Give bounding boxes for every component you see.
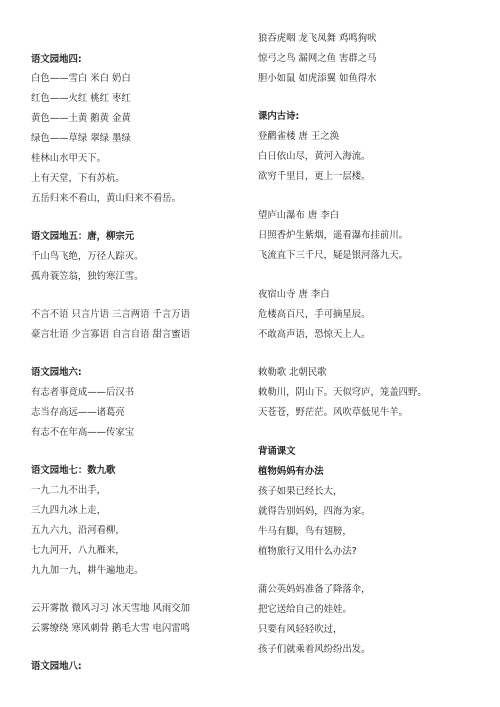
text-line: 植物旅行又用什么办法? xyxy=(258,546,357,557)
section-heading: 语文园地五：唐，柳宗元 xyxy=(31,231,135,242)
text-line: 不言不语 只言片语 三言两语 千言万语 xyxy=(31,309,190,320)
text-line: 就得告别妈妈，四海为家。 xyxy=(258,506,371,517)
text-line: 豪言壮语 少言寡语 自言自语 甜言蜜语 xyxy=(31,329,190,340)
text-line: 敕勒歌 北朝民歌 xyxy=(258,367,327,378)
text-line: 孩子如果已经长大， xyxy=(258,486,343,497)
text-line: 上有天堂，下有苏杭。 xyxy=(31,173,125,184)
text-line: 云雾缭绕 寒风刺骨 鹅毛大雪 电闪雷鸣 xyxy=(31,623,190,634)
text-line: 天苍苍，野茫茫。风吹草低见牛羊。 xyxy=(258,407,409,418)
text-line: 白日依山尽，黄河入海流。 xyxy=(258,151,371,162)
section-heading: 语文园地六: xyxy=(31,367,82,378)
section-heading: 语文园地八: xyxy=(31,661,82,672)
text-line: 欲穷千里目，更上一层楼。 xyxy=(258,171,371,182)
text-line: 红色——火红 桃红 枣红 xyxy=(31,93,131,104)
text-line: 绿色——草绿 翠绿 墨绿 xyxy=(31,133,131,144)
text-line: 桂林山水甲天下。 xyxy=(31,153,107,164)
section-heading: 语文园地四: xyxy=(31,54,82,65)
text-line: 登鹳雀楼 唐 王之涣 xyxy=(258,131,339,142)
text-line: 三九四九冰上走， xyxy=(31,505,107,516)
text-line: 把它送给自己的娃娃。 xyxy=(258,604,352,615)
text-line: 五九六九，沿河看柳， xyxy=(31,525,125,536)
text-line: 千山鸟飞绝，万径人踪灭。 xyxy=(31,251,144,262)
text-line: 牛马有脚，鸟有翅膀， xyxy=(258,526,352,537)
section-heading: 课内古诗: xyxy=(258,111,300,122)
text-line: 白色——雪白 米白 奶白 xyxy=(31,73,131,84)
text-line: 有志者事竟成——后汉书 xyxy=(31,387,135,398)
text-line: 七九河开，八九雁来， xyxy=(31,545,125,556)
section-heading: 植物妈妈有办法 xyxy=(258,466,324,477)
text-line: 望庐山瀑布 唐 李白 xyxy=(258,210,339,221)
text-line: 五岳归来不看山，黄山归来不看岳。 xyxy=(31,193,182,204)
text-line: 狼吞虎咽 龙飞凤舞 鸡鸣狗吠 xyxy=(258,33,377,44)
text-line: 有志不在年高——传家宝 xyxy=(31,427,135,438)
text-line: 夜宿山寺 唐 李白 xyxy=(258,289,330,300)
text-line: 危楼高百尺，手可摘星辰。 xyxy=(258,309,371,320)
text-line: 飞流直下三千尺，疑是银河落九天。 xyxy=(258,250,409,261)
section-heading: 语文园地七：数九歌 xyxy=(31,465,116,476)
text-line: 敕勒川，阴山下。天似穹庐，笼盖四野。 xyxy=(258,387,427,398)
text-line: 志当存高远——诸葛亮 xyxy=(31,407,125,418)
text-line: 不敢高声语，恐惊天上人。 xyxy=(258,329,371,340)
text-line: 九九加一九，耕牛遍地走。 xyxy=(31,565,144,576)
text-line: 蒲公英妈妈准备了降落伞， xyxy=(258,584,371,595)
text-line: 胆小如鼠 如虎添翼 如鱼得水 xyxy=(258,73,377,84)
text-line: 惊弓之鸟 漏网之鱼 害群之马 xyxy=(258,53,377,64)
section-heading: 背诵课文 xyxy=(258,446,296,457)
text-line: 日照香炉生紫烟，遥看瀑布挂前川。 xyxy=(258,230,409,241)
text-line: 孩子们就乘着风纷纷出发。 xyxy=(258,644,371,655)
text-line: 一九二九不出手， xyxy=(31,485,107,496)
text-line: 孤舟蓑笠翁，独钓寒江雪。 xyxy=(31,271,144,282)
text-line: 只要有风轻轻吹过， xyxy=(258,624,343,635)
text-line: 云开雾散 微风习习 冰天雪地 风雨交加 xyxy=(31,603,190,614)
text-line: 黄色——土黄 鹅黄 金黄 xyxy=(31,113,131,124)
